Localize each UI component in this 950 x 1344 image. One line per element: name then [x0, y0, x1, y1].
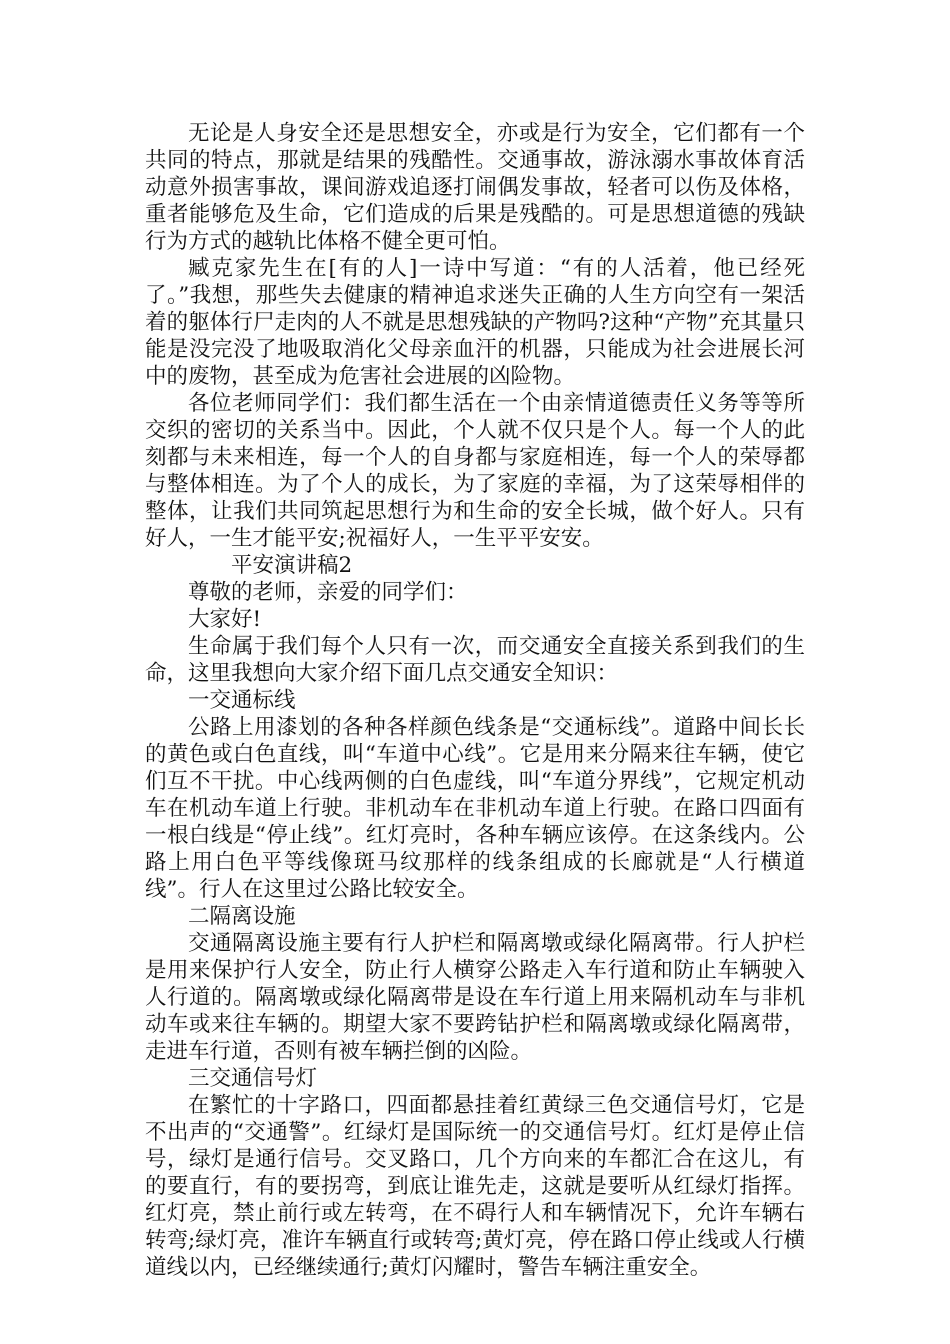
hello-line: 大家好! [188, 607, 262, 632]
section-heading-traffic-markings: 一交通标线 [188, 688, 296, 713]
section-body-traffic-markings: 公路上用漆划的各种各样颜色线条是“交通标线”。道路中间长长的黄色或白色直线，叫“车道中心线”。它是用来分隔来往车辆，使它们互不干扰。中心线两侧的白色虚线，叫“车道分界线”，它规定机动车在机动车道上行驶。非机动车在非机动车道上行驶。在路口四面有一根白线是“停止线”。红灯亮时，各种车辆应该停。在这条线内。公路上用白色平等线像斑马纹那样的线条组成的长廊就是“人行横道线”。行人在这里过公路比较安全。 [145, 715, 805, 902]
section-heading-isolation-facilities: 二隔离设施 [188, 904, 296, 929]
greeting-line: 尊敬的老师，亲爱的同学们： [188, 580, 468, 605]
section-heading-traffic-lights: 三交通信号灯 [188, 1066, 318, 1091]
paragraph-closing-wishes: 各位老师同学们：我们都生活在一个由亲情道德责任义务等等所交织的密切的关系当中。因此，个人就不仅只是个人。每一个人的此刻都与未来相连，每一个人的自身都与家庭相连，每一个人的荣辱都与整体相连。为了个人的成长，为了家庭的幸福，为了这荣辱相伴的整体，让我们共同筑起思想行为和生命的安全长城，做个好人。只有好人，一生才能平安;祝福好人，一生平平安安。 [145, 391, 805, 551]
section-body-traffic-lights: 在繁忙的十字路口，四面都悬挂着红黄绿三色交通信号灯，它是不出声的“交通警”。红绿灯是国际统一的交通信号灯。红灯是停止信号，绿灯是通行信号。交叉路口，几个方向来的车都汇合在这儿，有的要直行，有的要拐弯，到底让谁先走，这就是要听从红绿灯指挥。红灯亮，禁止前行或左转弯，在不碍行人和车辆情况下，允许车辆右转弯;绿灯亮，准许车辆直行或转弯;黄灯亮，停在路口停止线或人行横道线以内，已经继续通行;黄灯闪耀时，警告车辆注重安全。 [145, 1093, 805, 1280]
speech-title: 平安演讲稿2 [231, 553, 353, 578]
document-page [145, 120, 805, 1281]
paragraph-safety-cruelty: 无论是人身安全还是思想安全，亦或是行为安全，它们都有一个共同的特点，那就是结果的残酷性。交通事故，游泳溺水事故体育活动意外损害事故，课间游戏追逐打闹偶发事故，轻者可以伤及体格，重者能够危及生命，它们造成的后果是残酷的。可是思想道德的残缺行为方式的越轨比体格不健全更可怕。 [145, 121, 805, 254]
section-body-isolation-facilities: 交通隔离设施主要有行人护栏和隔离墩或绿化隔离带。行人护栏是用来保护行人安全，防止行人横穿公路走入车行道和防止车辆驶入人行道的。隔离墩或绿化隔离带是设在车行道上用来隔机动车与非机动车或来往车辆的。期望大家不要跨钻护栏和隔离墩或绿化隔离带，走进车行道，否则有被车辆拦倒的凶险。 [145, 931, 805, 1064]
intro-paragraph: 生命属于我们每个人只有一次，而交通安全直接关系到我们的生命，这里我想向大家介绍下面几点交通安全知识： [145, 634, 805, 686]
paragraph-zang-kejia-poem: 臧克家先生在[有的人]一诗中写道：“有的人活着，他已经死了。”我想，那些失去健康的精神追求迷失正确的人生方向空有一架活着的躯体行尸走肉的人不就是思想残缺的产物吗?这种“产物”充其量只能是没完没了地吸取消化父母亲血汗的机器，只能成为社会进展长河中的废物，甚至成为危害社会进展的凶险物。 [145, 256, 805, 389]
